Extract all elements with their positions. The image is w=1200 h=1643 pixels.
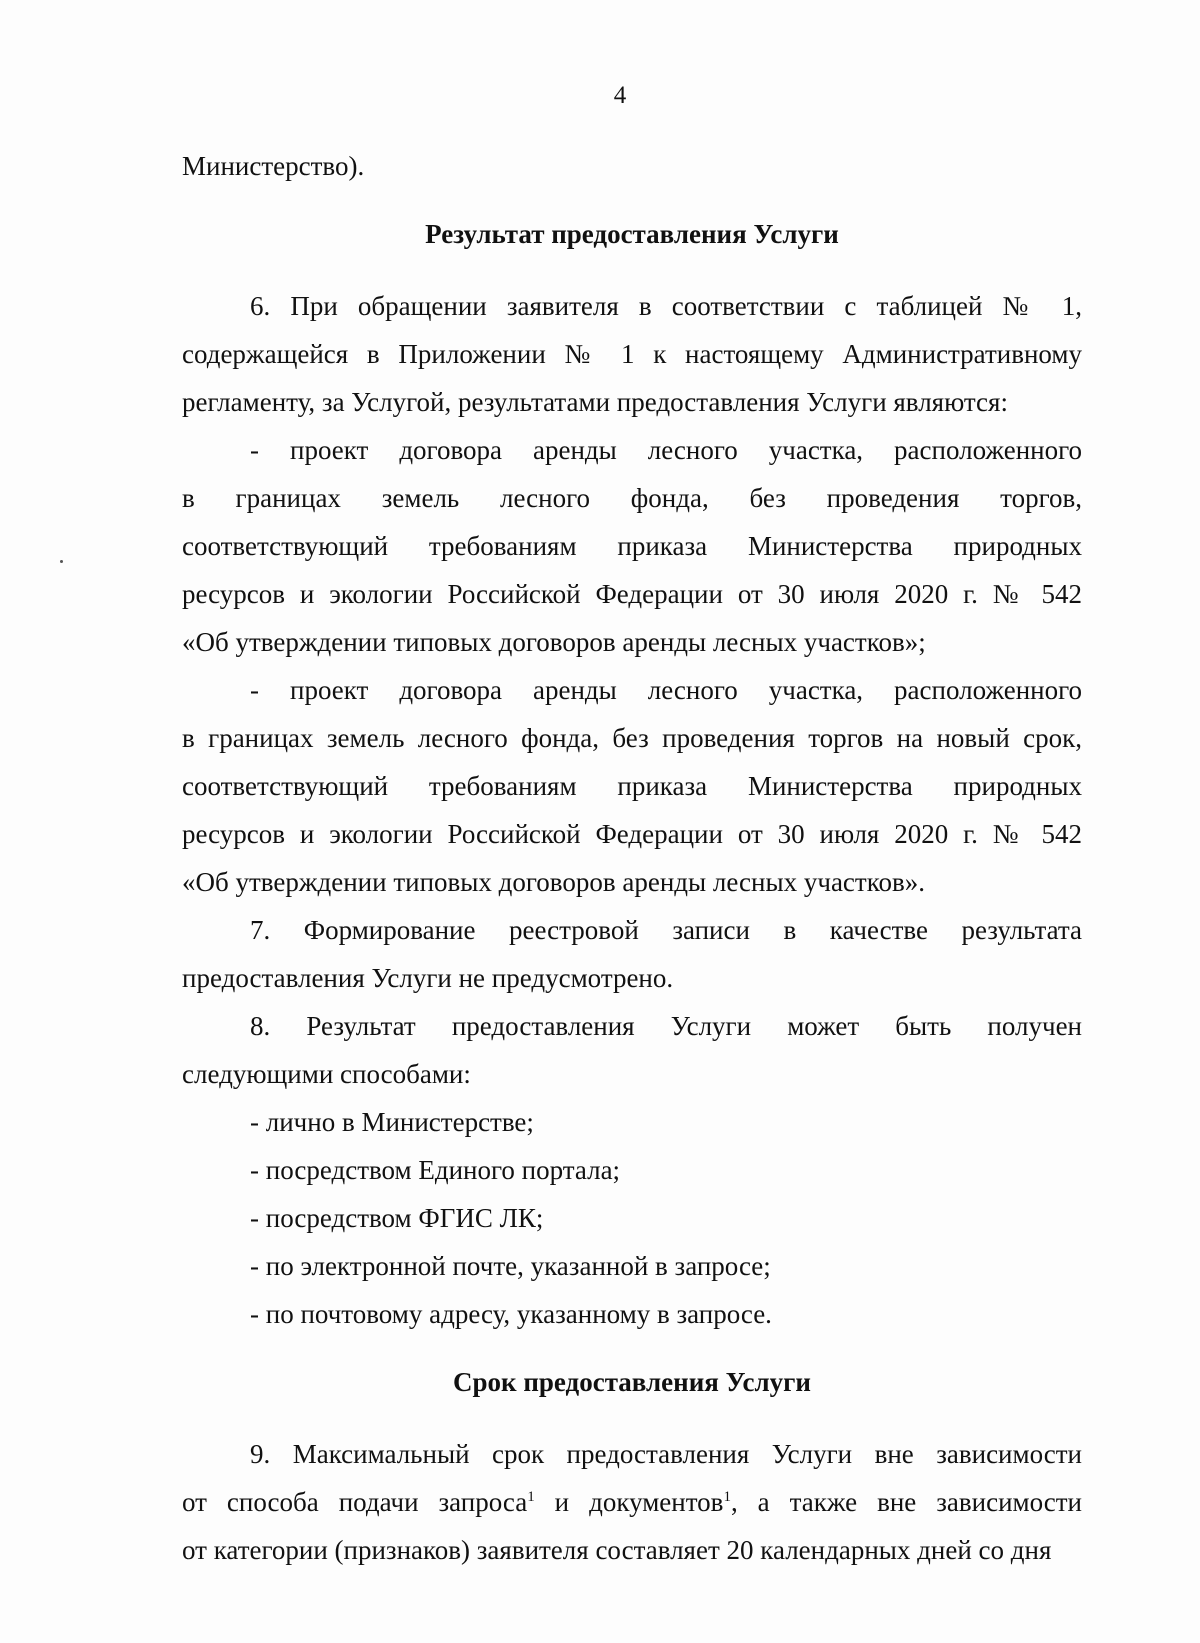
document-body	[182, 142, 1082, 1574]
paragraph-line: - проект договора аренды лесного участка, расположенного	[250, 675, 1082, 705]
text-fragment: от способа подачи запроса	[182, 1487, 528, 1517]
result-item-1	[182, 426, 1082, 666]
paragraph-7	[182, 906, 1082, 1002]
text-fragment: , а также вне зависимости	[730, 1487, 1082, 1517]
page-number: 4	[613, 82, 627, 109]
paragraph-line: регламенту, за Услугой, результатами предоставления Услуги являются:	[182, 387, 1008, 417]
paragraph-line: 9. Максимальный срок предоставления Услуги вне зависимости	[250, 1439, 1082, 1469]
list-item: - посредством Единого портала;	[250, 1155, 621, 1185]
paragraph-line: «Об утверждении типовых договоров аренды лесных участков»;	[182, 627, 926, 657]
paragraph-line: в границах земель лесного фонда, без проведения торгов,	[182, 483, 1082, 513]
paragraph-line: 7. Формирование реестровой записи в качестве результата	[250, 915, 1082, 945]
footnote-ref[interactable]: 1	[723, 1489, 731, 1505]
paragraph-line: от категории (признаков) заявителя составляет 20 календарных дней со дня	[182, 1535, 1052, 1565]
intro-line: Министерство).	[182, 151, 365, 181]
scan-speck	[60, 560, 63, 563]
section-heading-result: Результат предоставления Услуги	[425, 219, 839, 249]
paragraph-line: содержащейся в Приложении № 1 к настоящему Административному	[182, 339, 1082, 369]
paragraph-line-with-footnotes	[182, 1478, 1082, 1526]
paragraph-line: «Об утверждении типовых договоров аренды лесных участков».	[182, 867, 925, 897]
list-item: - лично в Министерстве;	[250, 1107, 534, 1137]
section-heading-term: Срок предоставления Услуги	[453, 1367, 811, 1397]
footnote-ref[interactable]: 1	[527, 1489, 535, 1505]
paragraph-line: следующими способами:	[182, 1059, 471, 1089]
paragraph-9	[182, 1430, 1082, 1574]
methods-list	[182, 1098, 1082, 1338]
list-item: - по почтовому адресу, указанному в запросе.	[250, 1299, 772, 1329]
paragraph-line: соответствующий требованиям приказа Министерства природных	[182, 771, 1082, 801]
paragraph-8	[182, 1002, 1082, 1098]
paragraph-line: ресурсов и экологии Российской Федерации от 30 июля 2020 г. № 542	[182, 579, 1082, 609]
result-item-2	[182, 666, 1082, 906]
list-item: - по электронной почте, указанной в запросе;	[250, 1251, 771, 1281]
paragraph-line: 6. При обращении заявителя в соответствии с таблицей № 1,	[250, 291, 1082, 321]
paragraph-line: в границах земель лесного фонда, без проведения торгов на новый срок,	[182, 723, 1082, 753]
paragraph-line: соответствующий требованиям приказа Министерства природных	[182, 531, 1082, 561]
paragraph-line: - проект договора аренды лесного участка, расположенного	[250, 435, 1082, 465]
paragraph-line: 8. Результат предоставления Услуги может быть получен	[250, 1011, 1082, 1041]
list-item: - посредством ФГИС ЛК;	[250, 1203, 544, 1233]
paragraph-line: ресурсов и экологии Российской Федерации от 30 июля 2020 г. № 542	[182, 819, 1082, 849]
paragraph-line: предоставления Услуги не предусмотрено.	[182, 963, 674, 993]
text-fragment: и документов	[534, 1487, 724, 1517]
paragraph-6	[182, 282, 1082, 426]
